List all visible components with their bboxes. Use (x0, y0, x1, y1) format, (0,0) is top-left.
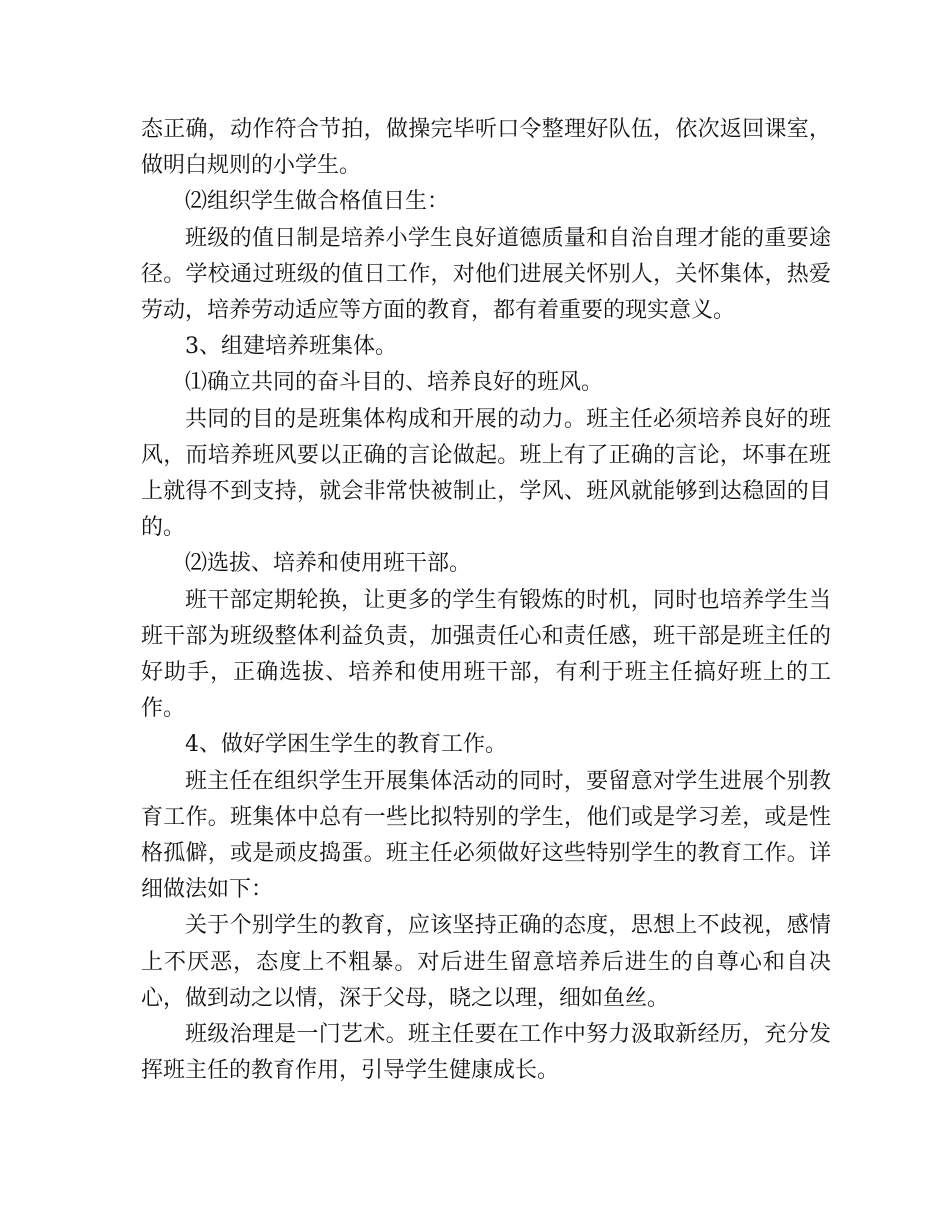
paragraph-continuation: 态正确，动作符合节拍，做操完毕听口令整理好队伍，依次返回课室，做明白规则的小学生。 (141, 117, 831, 179)
heading-struggling-students: 4、做好学困生学生的教育工作。 (185, 732, 507, 758)
paragraph-individual-education: 班主任在组织学生开展集体活动的同时，要留意对学生进展个别教育工作。班集体中总有一些比拟特别的学生，他们或是学习差，或是性格孤僻，或是顽皮捣蛋。班主任必须做好这些特别学生的教育工作。详细做法如下： (141, 768, 831, 903)
paragraph-class-cadres: 班干部定期轮换，让更多的学生有锻炼的时机，同时也培养学生当班干部为班级整体利益负责，加强责任心和责任感，班干部是班主任的好助手，正确选拔、培养和使用班干部，有利于班主任搞好班上的工作。 (141, 587, 831, 722)
paragraph-conclusion: 班级治理是一门艺术。班主任要在工作中努力汲取新经历，充分发挥班主任的教育作用，引导学生健康成长。 (141, 1022, 831, 1084)
paragraph-duty-system: 班级的值日制是培养小学生良好道德质量和自治自理才能的重要途径。学校通过班级的值日工作，对他们进展关怀别人，关怀集体，热爱劳动，培养劳动适应等方面的教育，都有着重要的现实意义。 (141, 225, 831, 324)
document-body (141, 112, 831, 1089)
subheading-duty-students: ⑵组织学生做合格值日生： (185, 189, 450, 215)
heading-build-class: 3、组建培养班集体。 (185, 334, 397, 360)
subheading-common-goal: ⑴确立共同的奋斗目的、培养良好的班风。 (185, 370, 604, 396)
paragraph-individual-attitude: 关于个别学生的教育，应该坚持正确的态度，思想上不歧视，感情上不厌恶，态度上不粗暴。对后进生留意培养后进生的自尊心和自决心，做到动之以情，深于父母，晓之以理，细如鱼丝。 (141, 913, 831, 1011)
paragraph-common-goal: 共同的目的是班集体构成和开展的动力。班主任必须培养良好的班风，而培养班风要以正确的言论做起。班上有了正确的言论，坏事在班上就得不到支持，就会非常快被制止，学风、班风就能够到达稳固的目的。 (141, 406, 831, 541)
subheading-class-cadres: ⑵选拔、培养和使用班干部。 (185, 551, 472, 577)
